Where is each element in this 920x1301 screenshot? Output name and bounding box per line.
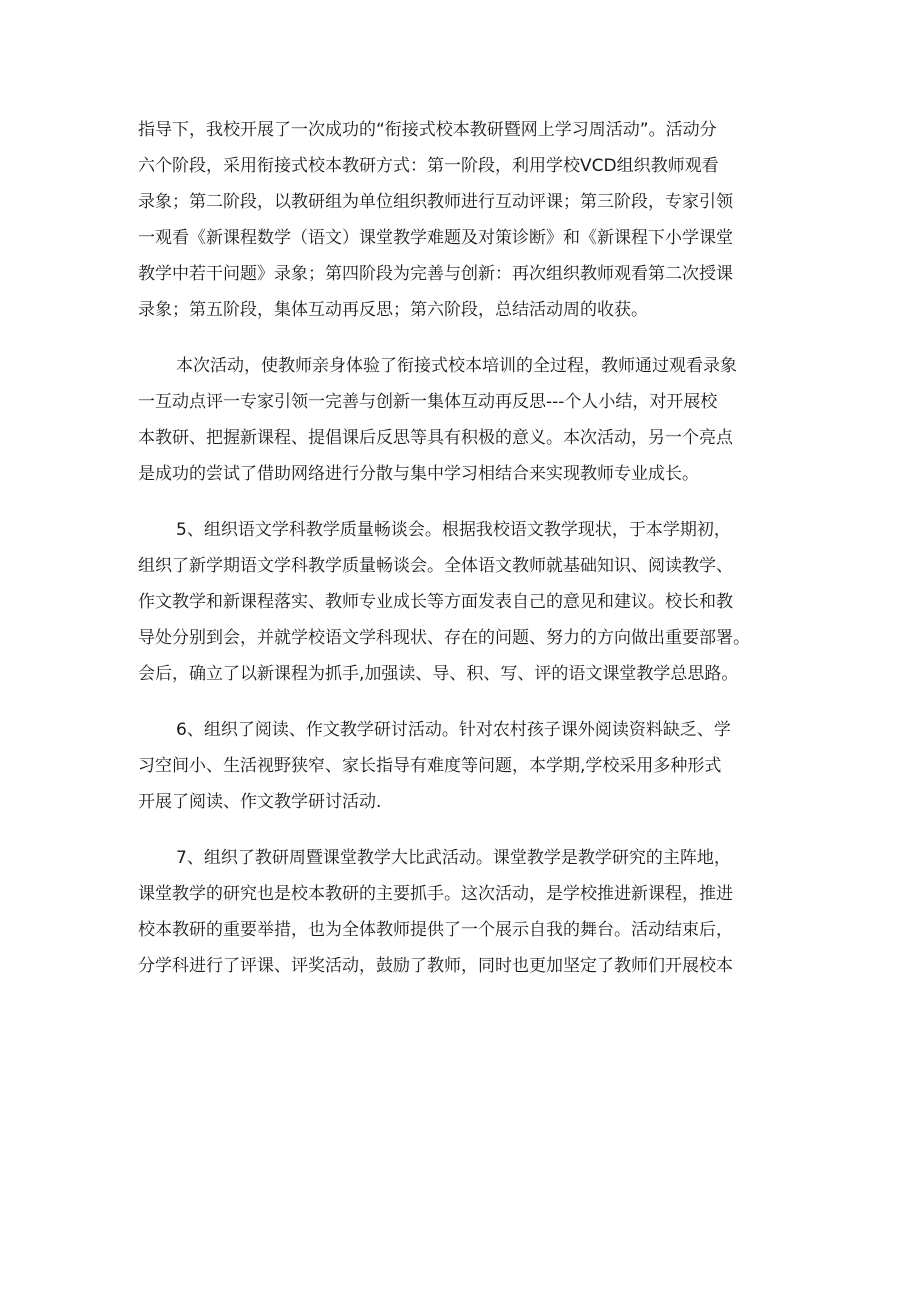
text-line: 教学中若干问题》录象；第四阶段为完善与创新：再次组织教师观看第二次授课	[138, 264, 733, 284]
text-line: 本教研、把握新课程、提倡课后反思等具有积极的意义。本次活动，另一个亮点	[138, 428, 733, 448]
text-line: 分学科进行了评课、评奖活动，鼓励了教师，同时也更加坚定了教师们开展校本	[138, 956, 733, 976]
paragraph-item-6	[138, 712, 800, 820]
text-line: 一互动点评一专家引领一完善与创新一集体互动再反思---个人小结，对开展校	[138, 392, 718, 412]
text-line: 录象；第二阶段，以教研组为单位组织教师进行互动评课；第三阶段，专家引领	[138, 192, 733, 212]
text-line: 习空间小、生活视野狭窄、家长指导有难度等问题，本学期,学校采用多种形式	[138, 756, 722, 776]
text-line: 一观看《新课程数学（语文）课堂教学难题及对策诊断》和《新课程下小学课堂	[138, 228, 733, 248]
paragraph-item-5	[138, 512, 800, 692]
paragraph-item-7	[138, 840, 800, 984]
text-line: 是成功的尝试了借助网络进行分散与集中学习相结合来实现教师专业成长。	[138, 464, 699, 484]
text-line: 会后，确立了以新课程为抓手,加强读、导、积、写、评的语文课堂教学总思路。	[138, 664, 739, 684]
text-line: 录象；第五阶段，集体互动再反思；第六阶段，总结活动周的收获。	[138, 300, 648, 320]
text-line: 指导下，我校开展了一次成功的“衔接式校本教研暨网上学习周活动”。活动分	[138, 120, 717, 140]
paragraph-activity-summary	[138, 348, 800, 492]
text-line: 导处分别到会，并就学校语文学科现状、存在的问题、努力的方向做出重要部署。	[138, 628, 750, 648]
text-line: 校本教研的重要举措，也为全体教师提供了一个展示自我的舞台。活动结束后，	[138, 920, 733, 940]
text-line: 组织了新学期语文学科教学质量畅谈会。全体语文教师就基础知识、阅读教学、	[138, 556, 733, 576]
text-line: 5、组织语文学科教学质量畅谈会。根据我校语文教学现状，于本学期初，	[176, 520, 731, 540]
paragraph-activity-week	[138, 112, 800, 328]
text-line: 本次活动，使教师亲身体验了衔接式校本培训的全过程，教师通过观看录象	[176, 356, 737, 376]
text-line: 开展了阅读、作文教学研讨活动.	[138, 792, 382, 812]
text-line: 7、组织了教研周暨课堂教学大比武活动。课堂教学是教学研究的主阵地，	[176, 848, 731, 868]
document-body	[138, 112, 800, 984]
text-line: 课堂教学的研究也是校本教研的主要抓手。这次活动，是学校推进新课程，推进	[138, 884, 733, 904]
text-line: 六个阶段，采用衔接式校本教研方式：第一阶段，利用学校VCD组织教师观看	[138, 156, 719, 176]
text-line: 作文教学和新课程落实、教师专业成长等方面发表自己的意见和建议。校长和教	[138, 592, 733, 612]
text-line: 6、组织了阅读、作文教学研讨活动。针对农村孩子课外阅读资料缺乏、学	[176, 720, 731, 740]
